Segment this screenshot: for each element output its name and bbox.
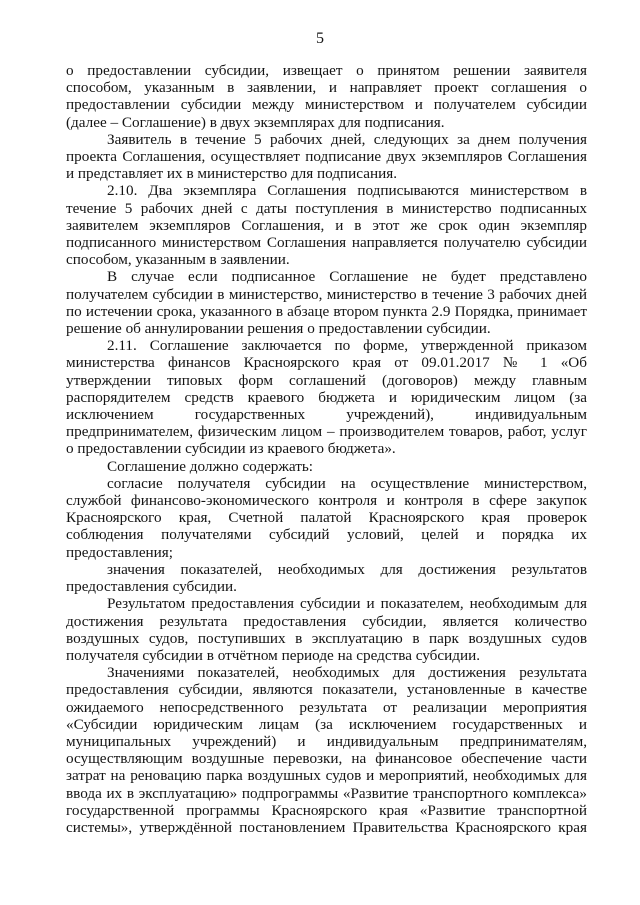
paragraph-indicator-values: значения показателей, необходимых для достижения результатов предоставления субсидии.: [66, 560, 587, 596]
paragraph-annulment: В случае если подписанное Соглашение не будет представлено получателем субсидии в министерство, министерство в течение 3 рабочих дней по истечении срока, указанного в абзаце втором пункта 2.9 Порядка, принимает решение об аннулировании решения о предоставлении субсидии.: [66, 268, 587, 338]
page-number: 5: [316, 30, 324, 47]
paragraph-result-definition: Результатом предоставления субсидии и показателем, необходимым для достижения результата предоставления субсидии, является количество воздушных судов, поступивших в эксплуатацию в парк воздушных судов получателя субсидии в отчётном периоде на средства субсидии.: [66, 595, 587, 664]
paragraph-consent-audit: согласие получателя субсидии на осуществление министерством, службой финансово-экономического контроля и контроля в сфере закупок Красноярского края, Счетной палатой Красноярского края проверок соблюдения получателями субсидий условий, целей и порядка их предоставления;: [66, 474, 587, 561]
paragraph-applicant-signing: Заявитель в течение 5 рабочих дней, следующих за днем получения проекта Соглашения, осуществляет подписание двух экземпляров Соглашения и представляет их в министерство для подписания.: [66, 130, 587, 183]
paragraph-agreement-contents: Соглашение должно содержать:: [107, 457, 314, 475]
paragraph-2-10: 2.10. Два экземпляра Соглашения подписываются министерством в течение 5 рабочих дней с даты поступления в министерство подписанных заявителем экземпляров Соглашения, и в этот же срок один экземпляр подписанного министерством Соглашения направляется получателю субсидии способом, указанным в заявлении.: [66, 182, 587, 269]
paragraph-indicator-source: Значениями показателей, необходимых для достижения результата предоставления субсидии, являются показатели, установленные в качестве ожидаемого непосредственного результата от реализации мероприятия «Субсидии юридическим лицам (за исключением государственных и муниципальных учреждений) и индивидуальным предпринимателям, осуществляющим воздушные перевозки, на финансовое обеспечение части затрат на реновацию парка воздушных судов и мероприятий, необходимых для ввода их в эксплуатацию» подпрограммы «Развитие транспортного комплекса» государственной программы Красноярского края «Развитие транспортной системы», утверждённой постановлением Правительства Красноярского края: [66, 664, 587, 836]
document-body: [66, 62, 587, 836]
paragraph-2-11: 2.11. Соглашение заключается по форме, утвержденной приказом министерства финансов Красноярского края от 09.01.2017 № 1 «Об утверждении типовых форм соглашений (договоров) между главным распорядителем средств краевого бюджета и юридическим лицом (за исключением государственных учреждений), индивидуальным предпринимателем, физическим лицом – производителем товаров, работ, услуг о предоставлении субсидии из краевого бюджета».: [66, 337, 587, 458]
paragraph-decision-notice: о предоставлении субсидии, извещает о принятом решении заявителя способом, указанным в заявлении, и направляет проект соглашения о предоставлении субсидии между министерством и получателем субсидии (далее – Соглашение) в двух экземплярах для подписания.: [66, 62, 587, 131]
